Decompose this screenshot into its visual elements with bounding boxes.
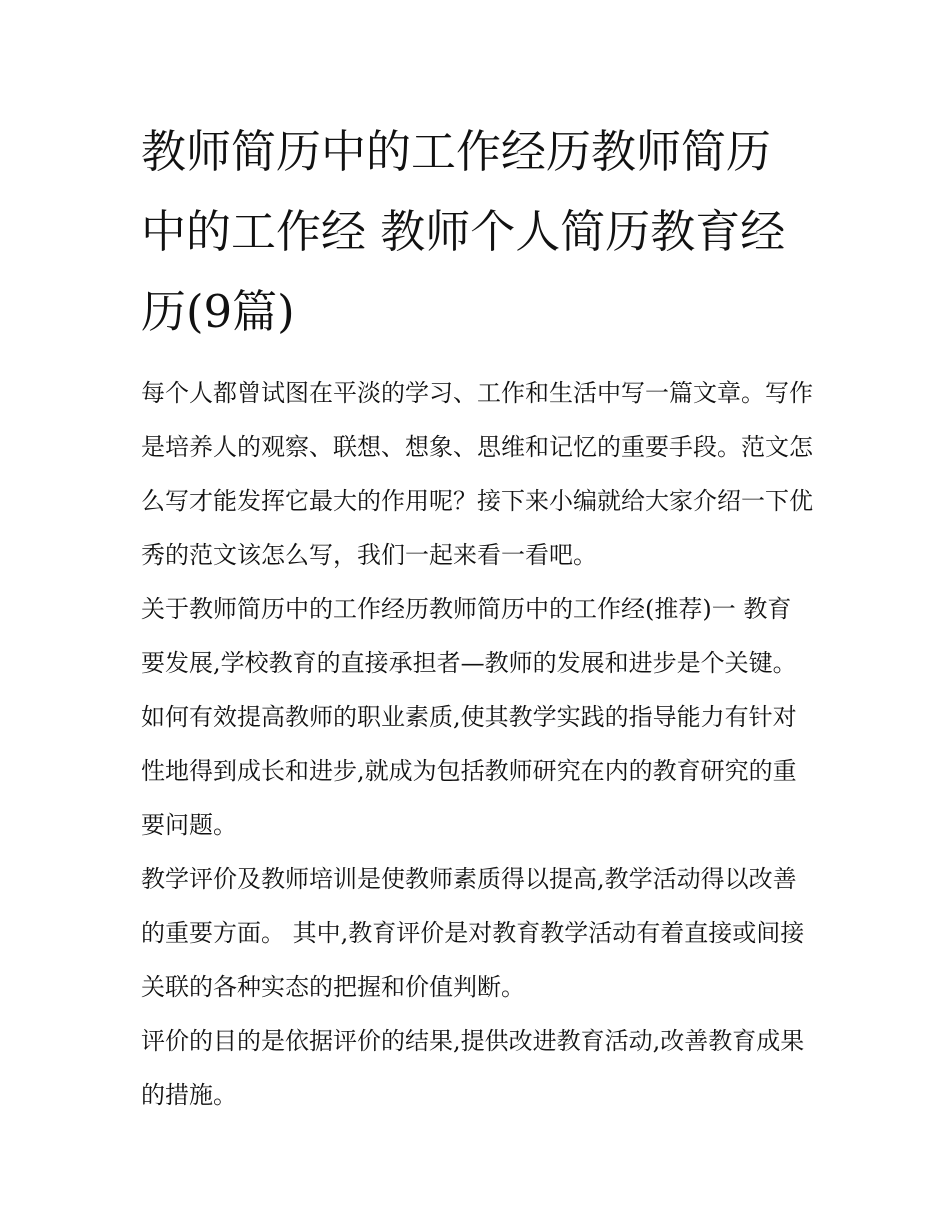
paragraph-intro: 每个人都曾试图在平淡的学习、工作和生活中写一篇文章。写作是培养人的观察、联想、想象、思维和记忆的重要手段。范文怎么写才能发挥它最大的作用呢？接下来小编就给大家介绍一下优秀的范文该怎么写，我们一起来看一看吧。	[141, 379, 813, 569]
paragraph-evaluation-purpose: 评价的目的是依据评价的结果,提供改进教育活动,改善教育成果的措施。	[141, 1027, 805, 1109]
document-title: 教师简历中的工作经历教师简历中的工作经 教师个人简历教育经历(9篇)	[141, 125, 786, 338]
paragraph-education-development: 关于教师简历中的工作经历教师简历中的工作经(推荐)一 教育要发展,学校教育的直接承担者—教师的发展和进步是个关键。	[141, 595, 797, 677]
paragraph-evaluation-training: 教学评价及教师培训是使教师素质得以提高,教学活动得以改善的重要方面。 其中,教育评价是对教育教学活动有着直接或间接关联的各种实态的把握和价值判断。	[141, 865, 805, 1001]
paragraph-teacher-quality: 如何有效提高教师的职业素质,使其教学实践的指导能力有针对性地得到成长和进步,就成为包括教师研究在内的教育研究的重要问题。	[141, 703, 797, 839]
document-body	[141, 112, 813, 1122]
